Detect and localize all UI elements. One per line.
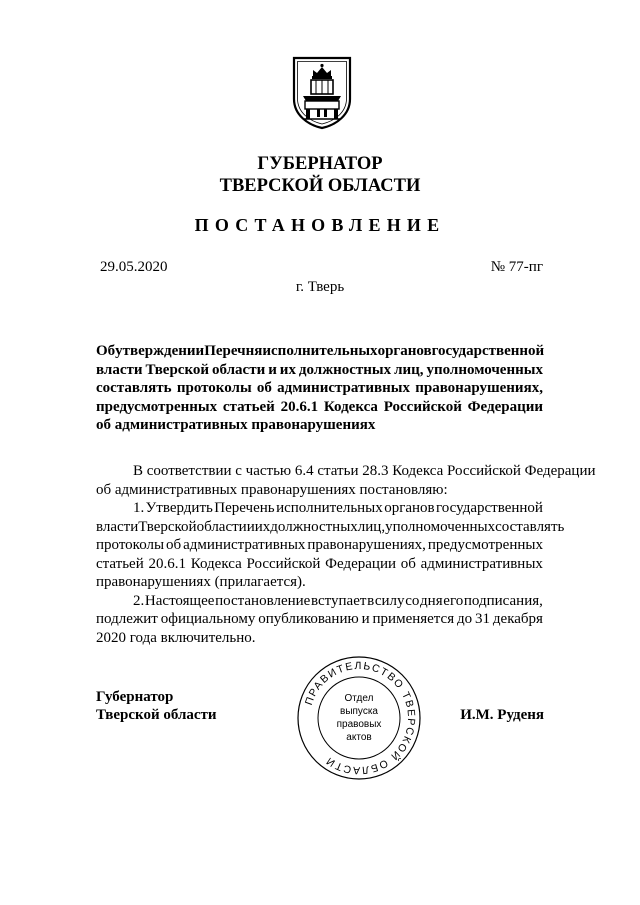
word: их	[254, 518, 271, 535]
word: Тверской	[138, 518, 197, 535]
word: протоколы	[176, 380, 252, 396]
word: 20.6.1	[148, 555, 186, 572]
word: Настоящее	[144, 592, 215, 609]
word: Российской	[383, 398, 462, 415]
word: дня	[420, 592, 443, 609]
word: Тверской	[145, 361, 210, 378]
text-line	[96, 342, 543, 361]
text-line	[96, 536, 543, 555]
seal-ring-text: ПРАВИТЕЛЬСТВО ТВЕРСКОЙ ОБЛАСТИ	[302, 659, 418, 777]
text-line	[96, 518, 565, 537]
text-line	[96, 416, 543, 435]
word: 31	[475, 611, 491, 627]
issuer-region: ТВЕРСКОЙ ОБЛАСТИ	[219, 176, 421, 196]
word: об административных правонарушениях	[96, 417, 376, 433]
word: подлежит	[96, 611, 158, 627]
seal-line-1: Отдел	[344, 693, 374, 704]
word: 2020 года включительно.	[96, 629, 256, 646]
word: исполнительных	[262, 343, 378, 359]
text-line	[96, 499, 543, 518]
word: утверждении	[115, 343, 205, 359]
word: Кодекса	[190, 555, 242, 572]
text-line	[96, 361, 543, 380]
word: административных	[183, 537, 306, 553]
word: государственной	[431, 343, 545, 359]
word: должностных	[270, 518, 358, 535]
text-line	[96, 481, 543, 500]
text-line	[96, 462, 596, 481]
word: административных	[277, 380, 410, 396]
word: его	[443, 592, 464, 609]
word: опубликованию	[258, 611, 359, 627]
word: Федерации	[325, 555, 396, 572]
word: и	[361, 611, 370, 627]
text-line	[96, 592, 543, 611]
document-date: 29.05.2020	[100, 259, 168, 275]
word: силу	[374, 592, 405, 609]
word: декабря	[492, 611, 543, 627]
issuer-title: ГУБЕРНАТОР	[257, 154, 383, 174]
word: Об	[96, 343, 116, 359]
word: об	[400, 555, 416, 572]
word: Кодекса	[323, 398, 378, 415]
word: В соответствии с частью 6.4 статьи 28.3 Кодекса Российской Федерации	[133, 463, 596, 479]
word: подписания,	[463, 592, 543, 609]
word: об административных правонарушениях постановляю:	[96, 481, 448, 498]
word: и	[246, 518, 255, 535]
word: статьей	[96, 555, 144, 572]
text-line	[96, 610, 543, 629]
word: Перечня	[204, 343, 263, 359]
word: правонарушениях,	[307, 537, 426, 553]
word: власти	[96, 518, 139, 535]
word: Перечень	[214, 500, 275, 516]
word: составлять	[96, 380, 172, 396]
word: органов	[377, 343, 432, 359]
word: органов	[384, 500, 435, 516]
word: об	[256, 380, 272, 396]
coat-of-arms-icon	[291, 55, 353, 130]
seal-line-4: актов	[346, 732, 372, 743]
word: должностных	[298, 361, 392, 378]
word: 1.	[133, 500, 145, 516]
word: исполнительных	[276, 500, 383, 516]
document-city: г. Тверь	[295, 279, 345, 295]
official-seal-icon	[296, 655, 422, 781]
word: уполномоченных	[426, 361, 543, 378]
word: об	[166, 537, 182, 553]
word: правонарушениях (прилагается).	[96, 574, 306, 590]
word: правонарушениях,	[415, 380, 543, 396]
word: их	[279, 361, 296, 378]
text-line	[96, 629, 543, 648]
document-type: ПОСТАНОВЛЕНИЕ	[194, 215, 446, 235]
word: до	[457, 611, 473, 627]
word: статьей	[222, 398, 275, 415]
signatory-name: И.М. Руденя	[460, 707, 544, 723]
signatory-position: Губернатор	[96, 689, 174, 705]
text-line	[96, 379, 543, 398]
text-line	[96, 573, 543, 592]
word: применяется	[372, 611, 455, 627]
word: лиц,	[357, 518, 386, 535]
word: государственной	[436, 500, 543, 516]
word: власти	[96, 361, 143, 378]
word: 20.6.1	[280, 398, 319, 415]
word: Российской	[246, 555, 321, 572]
word: Утвердить	[145, 500, 213, 516]
word: административных	[420, 555, 543, 572]
word: предусмотренных	[427, 537, 543, 553]
document-body	[96, 462, 596, 647]
seal-line-2: выпуска	[340, 706, 378, 717]
text-line	[96, 555, 543, 574]
word: лиц,	[394, 361, 424, 378]
word: Федерации	[467, 398, 543, 415]
document-number: № 77-пг	[490, 259, 543, 275]
word: области	[196, 518, 247, 535]
word: вступает	[311, 592, 367, 609]
word: официальному	[160, 611, 256, 627]
word: 2.	[133, 592, 145, 609]
word: со	[405, 592, 420, 609]
text-line	[96, 398, 543, 417]
word: и	[268, 361, 277, 378]
word: составлять	[495, 518, 565, 535]
word: уполномоченных	[385, 518, 496, 535]
document-title	[96, 342, 543, 435]
word: предусмотренных	[96, 398, 218, 415]
signatory-position-region: Тверской области	[96, 707, 217, 723]
word: постановление	[215, 592, 311, 609]
word: в	[367, 592, 375, 609]
seal-line-3: правовых	[336, 719, 382, 730]
word: области	[212, 361, 266, 378]
word: протоколы	[96, 537, 165, 553]
